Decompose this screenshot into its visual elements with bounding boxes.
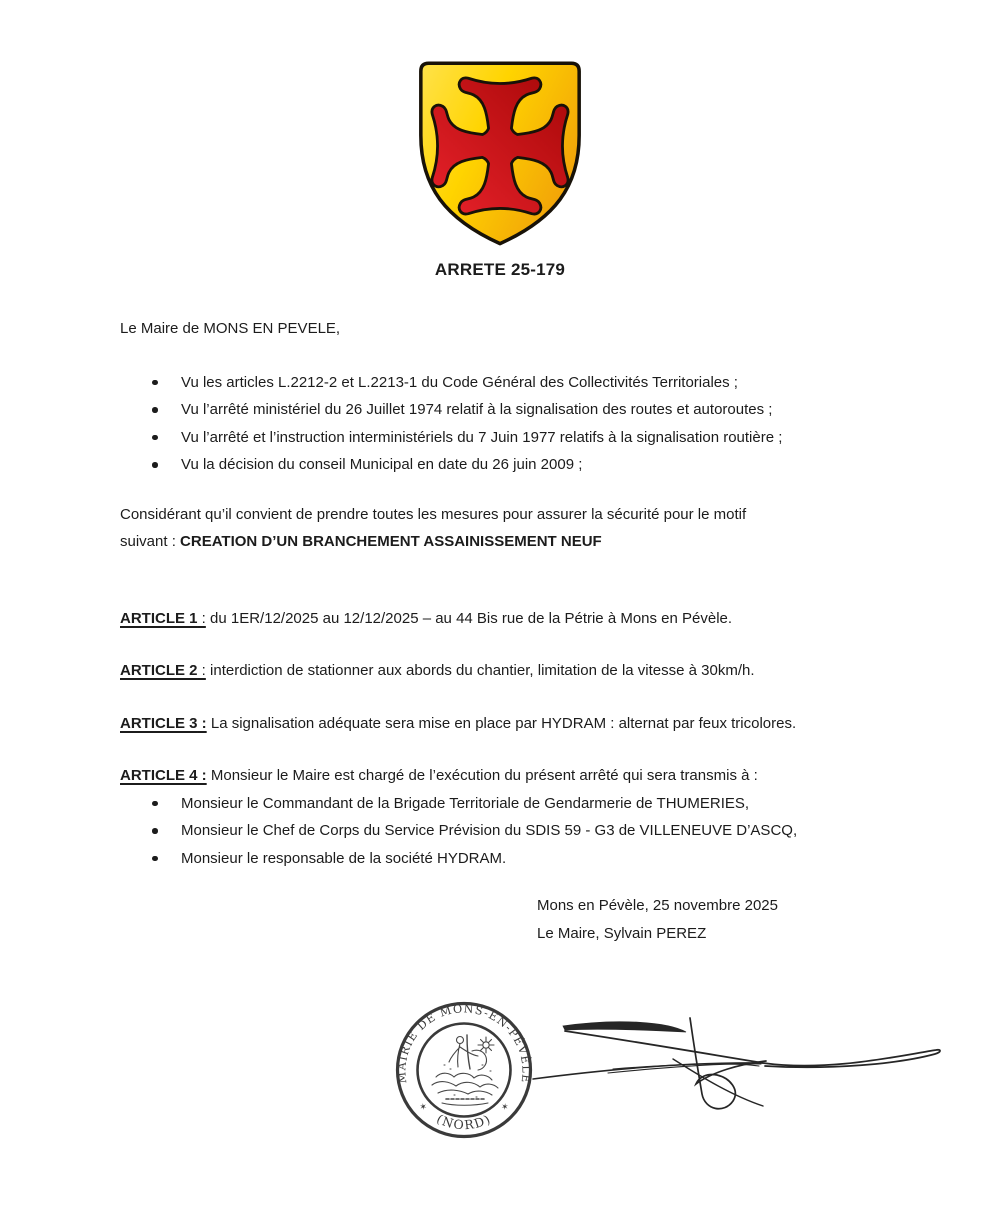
svg-text:(NORD): [434, 1111, 494, 1133]
svg-text:✶: [500, 1101, 513, 1113]
handwritten-signature: [528, 1006, 948, 1126]
signature-strokes: [528, 1006, 948, 1121]
considerant-line1: Considérant qu’il convient de prendre toutes les mesures pour assurer la sécurité pour le motif: [120, 505, 747, 523]
visa-item: Vu les articles L.2212-2 et L.2213-1 du Code Général des Collectivités Territoriales ;: [120, 369, 920, 397]
page-title: ARRETE 25-179: [434, 260, 566, 279]
article-1-separator: :: [197, 609, 206, 627]
seal-center-art: [432, 1035, 498, 1105]
visa-item: Vu la décision du conseil Municipal en date du 26 juin 2009 ;: [120, 451, 920, 479]
article-2-separator: :: [197, 662, 206, 679]
coat-of-arms: [412, 58, 588, 248]
recipient-item: Monsieur le Commandant de la Brigade Territoriale de Gendarmerie de THUMERIES,: [120, 790, 920, 818]
article-4: [120, 762, 920, 790]
seal-top-text: MAIRIE DE MONS-EN-PÉVÈLE: [395, 1002, 533, 1085]
svg-text:✶: [416, 1101, 429, 1113]
considerant-line2-lead: suivant :: [120, 533, 181, 550]
considerant-paragraph: [120, 501, 920, 556]
recipient-list: [120, 790, 920, 873]
coat-of-arms-shield: [412, 58, 588, 248]
seal-star-left: ✶: [415, 1101, 429, 1114]
municipal-seal-stamp: [394, 999, 534, 1146]
article-1-label: ARTICLE 1: [120, 609, 198, 627]
article-1-text: du 1ER/12/2025 au 12/12/2025 – au 44 Bis rue de la Pétrie à Mons en Pévèle.: [205, 609, 733, 627]
article-2-label: ARTICLE 2: [120, 662, 198, 679]
recipient-item: Monsieur le Chef de Corps du Service Prévision du SDIS 59 - G3 de VILLENEUVE D’ASCQ,: [120, 817, 920, 845]
article-3-text: La signalisation adéquate sera mise en place par HYDRAM : alternat par feux tricolores.: [206, 714, 797, 732]
recipient-item: Monsieur le responsable de la société HYDRAM.: [120, 845, 920, 873]
signatory: Le Maire, Sylvain PEREZ: [537, 925, 707, 942]
document-body: [120, 315, 920, 948]
salutation: Le Maire de MONS EN PEVELE,: [120, 320, 341, 337]
seal-star-right: ✶: [499, 1101, 513, 1114]
article-3-label: ARTICLE 3: [120, 714, 198, 732]
place-date: Mons en Pévèle, 25 novembre 2025: [537, 897, 778, 914]
article-3: [120, 710, 920, 738]
article-4-separator: :: [197, 767, 207, 784]
article-3-separator: :: [197, 714, 207, 732]
article-4-label: ARTICLE 4: [120, 767, 198, 784]
article-1: [120, 605, 920, 633]
visa-item: Vu l’arrêté et l’instruction interministériels du 7 Juin 1977 relatifs à la signalisation routière ;: [120, 424, 920, 452]
seal-bottom-text: (NORD): [434, 1110, 494, 1133]
article-2: [120, 657, 920, 685]
article-2-text: interdiction de stationner aux abords du chantier, limitation de la vitesse à 30km/h.: [205, 662, 755, 679]
visa-list: [120, 369, 920, 479]
visa-item: Vu l’arrêté ministériel du 26 Juillet 1974 relatif à la signalisation des routes et autoroutes ;: [120, 396, 920, 424]
closing-block: [537, 892, 920, 948]
article-4-text: Monsieur le Maire est chargé de l’exécution du présent arrêté qui sera transmis à :: [206, 767, 758, 784]
considerant-motif: CREATION D’UN BRANCHEMENT ASSAINISSEMENT NEUF: [180, 533, 602, 550]
seal-graphic: [394, 999, 534, 1141]
svg-text:MAIRIE DE MONS-EN-PÉVÈLE: [395, 1002, 533, 1084]
